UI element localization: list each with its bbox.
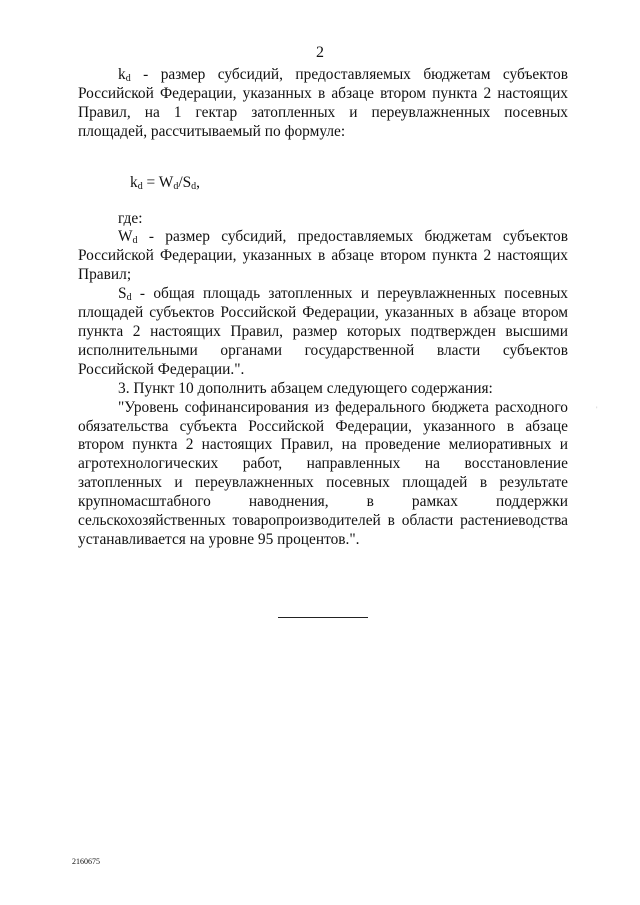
wd-definition-text: - размер субсидий, предоставляемых бюджетам субъектов Российской Федерации, указанных в абзаце втором пункта 2 настоящих Правил; bbox=[78, 228, 568, 284]
page-number: 2 bbox=[316, 44, 324, 61]
wd-subscript: d bbox=[132, 235, 138, 247]
formula bbox=[78, 174, 568, 193]
where-label: где: bbox=[118, 209, 143, 227]
item-3-paragraph: 3. Пункт 10 дополнить абзацем следующего содержания: bbox=[118, 379, 493, 397]
document-body bbox=[78, 66, 568, 550]
closing-separator-line bbox=[278, 617, 368, 618]
wd-symbol: W bbox=[118, 228, 133, 246]
document-footer-code: 2160675 bbox=[72, 857, 100, 866]
sd-subscript: d bbox=[126, 292, 132, 304]
kd-definition-paragraph bbox=[78, 66, 568, 142]
formula-w-subscript: d bbox=[173, 180, 179, 192]
kd-symbol: k bbox=[118, 66, 126, 83]
formula-equals-w: = W bbox=[142, 173, 174, 191]
formula-s-subscript: d bbox=[191, 180, 197, 192]
sd-definition-text: - общая площадь затопленных и переувлажненных посевных площадей субъектов Российской Федерации, указанных в абзаце втором пункта 2 настоящих Правил, размер которых подтвержден высшими исполнительными органами государственной власти субъектов Российской Федерации.". bbox=[78, 285, 568, 378]
sd-symbol: S bbox=[118, 285, 127, 303]
quoted-amendment-paragraph: "Уровень софинансирования из федерального бюджета расходного обязательства субъекта Российской Федерации, указанного в абзаце втором пункта 2 настоящих Правил, на проведение мелиоративных и агротехнологических работ, направленных на восстановление затопленных и переувлажненных посевных площадей в результате крупномасштабного наводнения, в рамках поддержки сельскохозяйственных товаропроизводителей в области растениеводства устанавливается на уровне 95 процентов.". bbox=[78, 398, 568, 548]
wd-definition-paragraph bbox=[78, 228, 568, 285]
kd-definition-text: - размер субсидий, предоставляемых бюджетам субъектов Российской Федерации, указанных в абзаце втором пункта 2 настоящих Правил, на 1 гектар затопленных и переувлажненных посевных площадей, рассчитываемый по формуле: bbox=[78, 66, 568, 140]
formula-k: k bbox=[130, 173, 138, 191]
formula-end: , bbox=[196, 173, 201, 191]
kd-subscript: d bbox=[125, 73, 131, 84]
formula-k-subscript: d bbox=[137, 180, 143, 192]
sd-definition-paragraph bbox=[78, 285, 568, 380]
scan-mark: ' bbox=[596, 406, 598, 413]
formula-slash-s: /S bbox=[178, 173, 192, 191]
